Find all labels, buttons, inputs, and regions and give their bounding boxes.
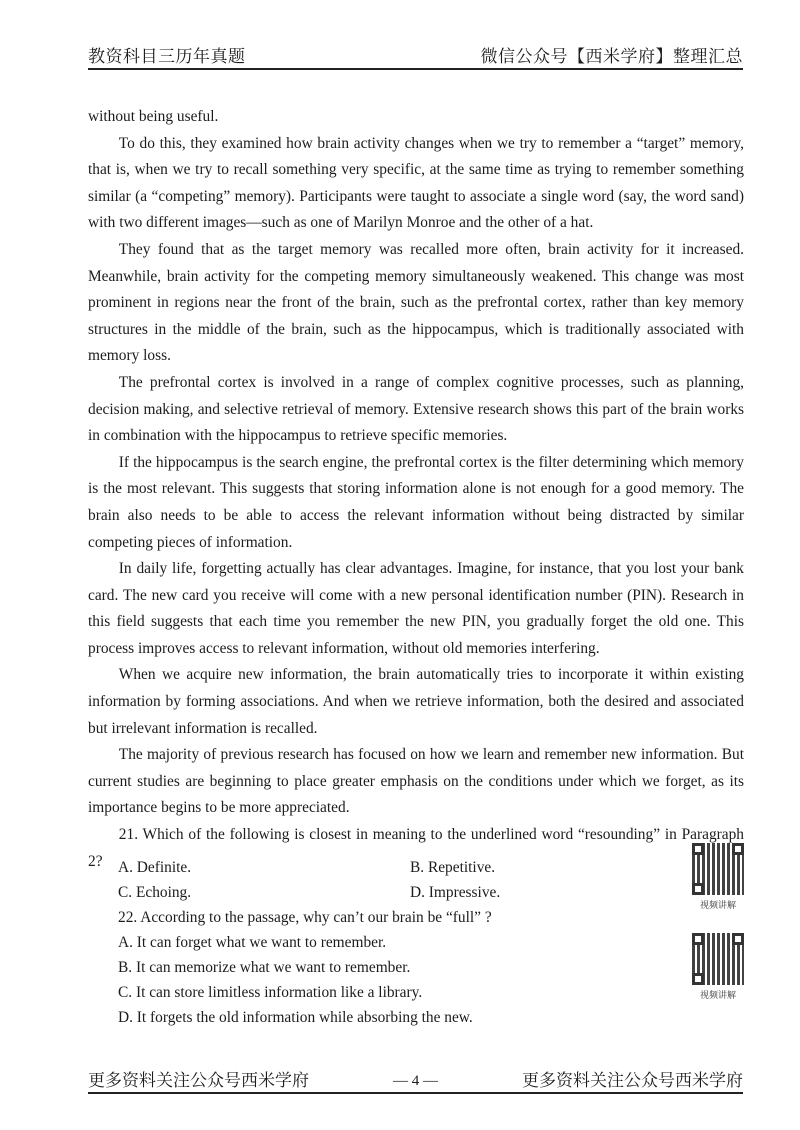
q22-option-a: A. It can forget what we want to remember.	[118, 934, 387, 951]
qr-code-icon[interactable]	[692, 843, 744, 895]
page-footer	[88, 1068, 743, 1094]
paragraph: The prefrontal cortex is involved in a range of complex cognitive processes, such as planning, decision making, and selective retrieval of memory. Extensive research shows this part of the brain works in combination with the hippocampus to retrieve specific memories.	[88, 373, 744, 445]
paragraph: In daily life, forgetting actually has clear advantages. Imagine, for instance, that you lost your bank card. The new card you receive will come with a new personal identification number (PIN). Research in this field suggests that each time you remember the new PIN, you gradually forget the old one. This process improves access to relevant information, without old memories interfering.	[88, 560, 744, 657]
q22-option-d: D. It forgets the old information while absorbing the new.	[118, 1009, 473, 1026]
footer-left: 更多资料关注公众号西米学府	[88, 1071, 309, 1091]
page-number: — 4 —	[393, 1073, 438, 1089]
paragraph: without being useful.	[88, 108, 219, 125]
question-21-stem: 21. Which of the following is closest in meaning to the underlined word “resounding” in Paragraph 2?	[88, 826, 744, 870]
paragraph: When we acquire new information, the brain automatically tries to incorporate it within existing information by forming associations. And when we retrieve information, both the desired and associated but irrelevant information is recalled.	[88, 666, 744, 737]
qr-caption: 视频讲解	[699, 901, 736, 911]
q21-option-c: C. Echoing.	[118, 884, 192, 901]
q21-option-d: D. Impressive.	[410, 884, 501, 901]
question-22-stem: 22. According to the passage, why can’t our brain be “full” ?	[118, 909, 492, 926]
header-left: 教资科目三历年真题	[88, 47, 246, 67]
q21-option-a: A. Definite.	[118, 859, 192, 876]
qr-code-icon[interactable]	[692, 933, 744, 985]
paragraph: The majority of previous research has focused on how we learn and remember new information. But current studies are beginning to place greater emphasis on the conditions under which we forget, as its importance begins to be more appreciated.	[88, 746, 744, 817]
q21-option-b: B. Repetitive.	[410, 859, 496, 876]
qr-caption: 视频讲解	[699, 991, 736, 1001]
footer-right: 更多资料关注公众号西米学府	[522, 1071, 743, 1091]
passage	[88, 104, 744, 875]
paragraph: To do this, they examined how brain activity changes when we try to remember a “target” memory, that is, when we try to recall something very specific, at the same time as trying to remember something similar (a “competing” memory). Participants were taught to associate a single word (say, the word sand) with two different images—such as one of Marilyn Monroe and the other of a hat.	[88, 134, 744, 232]
q22-option-c: C. It can store limitless information like a library.	[118, 984, 423, 1001]
page-header	[88, 42, 743, 70]
header-right: 微信公众号【西米学府】整理汇总	[480, 47, 743, 67]
paragraph: They found that as the target memory was recalled more often, brain activity for it increased. Meanwhile, brain activity for the competing memory simultaneously weakened. This change was most prominent in regions near the front of the brain, such as the prefrontal cortex, rather than key memory structures in the middle of the brain, such as the hippocampus, which is traditionally associated with memory loss.	[88, 240, 744, 365]
q22-option-b: B. It can memorize what we want to remember.	[118, 959, 411, 976]
paragraph: If the hippocampus is the search engine, the prefrontal cortex is the filter determining which memory is the most relevant. This suggests that storing information alone is not enough for a good memory. The brain also needs to be able to access the relevant information without being distracted by similar competing pieces of information.	[88, 453, 744, 551]
